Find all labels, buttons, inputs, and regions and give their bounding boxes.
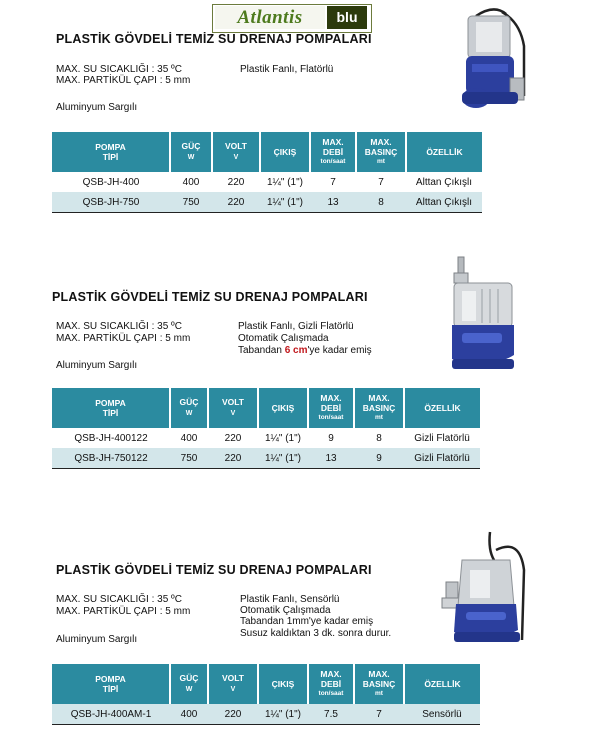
col-power: GÜÇ W — [170, 664, 208, 704]
pump-image-2 — [448, 255, 518, 373]
col-feature: ÖZELLİK — [404, 664, 480, 704]
section-2-feature-1: Plastik Fanlı, Gizli Flatörlü — [238, 321, 354, 332]
section-3-spec-particle: MAX. PARTİKÜL ÇAPI : 5 mm — [56, 606, 191, 617]
cell-outlet: 1¼" (1") — [264, 432, 301, 444]
section-2-spec-temp: MAX. SU SICAKLIĞI : 35 ºC — [56, 321, 182, 332]
pump-image-3 — [436, 530, 528, 648]
cell-feature: Gizli Flatörlü — [414, 432, 470, 444]
cell-volt: 220 — [224, 432, 242, 444]
cell-power: 750 — [170, 192, 212, 213]
cell-flow: 13 — [310, 192, 356, 213]
section-1-feature: Plastik Fanlı, Flatörlü — [240, 64, 334, 75]
cell-outlet: 1¼" (1") — [258, 448, 308, 469]
cell-volt: 220 — [212, 192, 260, 213]
table-row — [52, 448, 480, 469]
section-2-spec-particle: MAX. PARTİKÜL ÇAPI : 5 mm — [56, 333, 191, 344]
section-3-table — [52, 664, 480, 725]
pump-image-1 — [454, 6, 532, 118]
col-outlet: ÇIKIŞ — [258, 664, 308, 704]
col-volt: VOLT V — [212, 132, 260, 172]
section-3-feature-1: Plastik Fanlı, Sensörlü — [240, 594, 340, 605]
section-2-table — [52, 388, 480, 469]
cell-pressure: 9 — [354, 448, 404, 469]
brand-name: Atlantis — [215, 6, 325, 29]
section-2-winding: Aluminyum Sargılı — [56, 360, 138, 371]
cell-flow: 9 — [328, 432, 334, 444]
section-3-feature-3: Tabandan 1mm'ye kadar emiş — [240, 616, 374, 627]
cell-feature: Alttan Çıkışlı — [406, 192, 482, 213]
col-pump-type: POMPA TİPİ — [52, 664, 170, 704]
cell-volt: 220 — [227, 176, 245, 188]
col-flow: MAX. DEBİ ton/saat — [308, 388, 354, 428]
col-feature: ÖZELLİK — [404, 388, 480, 428]
section-3-feature-2: Otomatik Çalışmada — [240, 605, 331, 616]
section-2-title: PLASTİK GÖVDELİ TEMİZ SU DRENAJ POMPALARI — [52, 290, 368, 304]
cell-flow: 7.5 — [308, 704, 354, 725]
table-row — [52, 704, 480, 725]
table-row — [52, 192, 482, 213]
col-pressure: MAX. BASINÇ mt — [356, 132, 406, 172]
section-3-feature-4: Susuz kaldıktan 3 dk. sonra durur. — [240, 628, 392, 639]
cell-pressure: 7 — [378, 176, 384, 188]
col-volt: VOLT V — [208, 664, 258, 704]
cell-flow: 13 — [308, 448, 354, 469]
cell-outlet: 1¼" (1") — [258, 704, 308, 725]
cell-power: 400 — [180, 432, 198, 444]
col-pressure: MAX. BASINÇ mt — [354, 388, 404, 428]
col-outlet: ÇIKIŞ — [258, 388, 308, 428]
section-3-spec-temp: MAX. SU SICAKLIĞI : 35 ºC — [56, 594, 182, 605]
brand-logo — [212, 4, 372, 33]
cell-volt: 220 — [208, 704, 258, 725]
cell-outlet: 1¼" (1") — [266, 176, 303, 188]
section-1-title: PLASTİK GÖVDELİ TEMİZ SU DRENAJ POMPALARI — [56, 32, 372, 46]
col-flow: MAX. DEBİ ton/saat — [310, 132, 356, 172]
col-volt: VOLT V — [208, 388, 258, 428]
cell-model: QSB-JH-400122 — [74, 432, 148, 444]
section-2-feature-3: Tabandan 6 cm'ye kadar emiş — [238, 345, 372, 356]
section-3-title: PLASTİK GÖVDELİ TEMİZ SU DRENAJ POMPALARI — [56, 563, 372, 577]
table-row — [52, 172, 482, 192]
brand-tag: blu — [327, 6, 367, 29]
cell-model: QSB-JH-750 — [52, 192, 170, 213]
col-flow: MAX. DEBİ ton/saat — [308, 664, 354, 704]
cell-flow: 7 — [330, 176, 336, 188]
cell-feature: Alttan Çıkışlı — [415, 176, 473, 188]
section-1-winding: Aluminyum Sargılı — [56, 102, 138, 113]
table-row — [52, 428, 480, 448]
cell-outlet: 1¼" (1") — [260, 192, 310, 213]
cell-feature: Gizli Flatörlü — [404, 448, 480, 469]
col-pump-type: POMPA TİPİ — [52, 132, 170, 172]
section-3-winding: Aluminyum Sargılı — [56, 634, 138, 645]
section-2-feature-2: Otomatik Çalışmada — [238, 333, 329, 344]
col-power: GÜÇ W — [170, 132, 212, 172]
cell-pressure: 7 — [354, 704, 404, 725]
col-feature: ÖZELLİK — [406, 132, 482, 172]
col-pressure: MAX. BASINÇ mt — [354, 664, 404, 704]
cell-power: 400 — [170, 704, 208, 725]
col-power: GÜÇ W — [170, 388, 208, 428]
cell-power: 400 — [182, 176, 200, 188]
cell-feature: Sensörlü — [404, 704, 480, 725]
cell-model: QSB-JH-400AM-1 — [52, 704, 170, 725]
cell-power: 750 — [170, 448, 208, 469]
section-1-spec-particle: MAX. PARTİKÜL ÇAPI : 5 mm — [56, 75, 191, 86]
cell-pressure: 8 — [356, 192, 406, 213]
cell-model: QSB-JH-400 — [82, 176, 140, 188]
section-1-table — [52, 132, 482, 213]
cell-model: QSB-JH-750122 — [52, 448, 170, 469]
cell-volt: 220 — [208, 448, 258, 469]
col-outlet: ÇIKIŞ — [260, 132, 310, 172]
section-1-spec-temp: MAX. SU SICAKLIĞI : 35 ºC — [56, 64, 182, 75]
cell-pressure: 8 — [376, 432, 382, 444]
col-pump-type: POMPA TİPİ — [52, 388, 170, 428]
